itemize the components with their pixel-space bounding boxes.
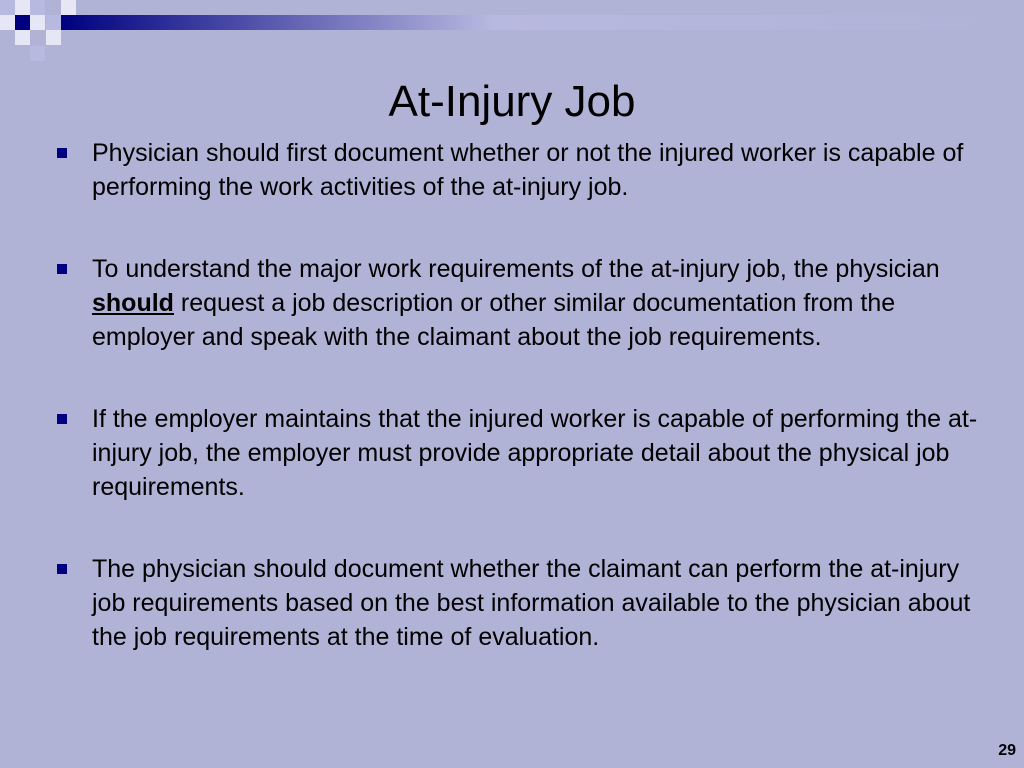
square-bullet-icon <box>57 148 67 158</box>
bullet-item <box>56 136 986 204</box>
bullet-item <box>56 402 986 504</box>
bullet-text-end: request a job description or other similar documentation from the employer and speak with the claimant about the job requirements. <box>92 289 896 351</box>
bullet-item <box>56 552 986 654</box>
decorative-header-squares <box>0 0 1024 64</box>
bullet-item <box>56 252 986 354</box>
bullet-text: Physician should first document whether or not the injured worker is capable of performing the work activities of the at-injury job. <box>92 139 964 201</box>
square-bullet-icon <box>57 264 67 274</box>
bullet-list <box>56 136 986 654</box>
bullet-text: The physician should document whether the claimant can perform the at-injury job requirements based on the best information available to the physician about the job requirements at the time of evaluation. <box>92 555 971 651</box>
emphasized-word: should <box>92 289 174 317</box>
slide-title: At-Injury Job <box>388 77 636 126</box>
page-number: 29 <box>998 742 1016 759</box>
bullet-text <box>92 255 940 351</box>
bullet-text: If the employer maintains that the injured worker is capable of performing the at-injury job, the employer must provide appropriate detail about the physical job requirements. <box>92 405 978 501</box>
square-bullet-icon <box>57 414 67 424</box>
square-bullet-icon <box>57 564 67 574</box>
bullet-text-start: To understand the major work requirements of the at-injury job, the physician <box>92 255 940 283</box>
